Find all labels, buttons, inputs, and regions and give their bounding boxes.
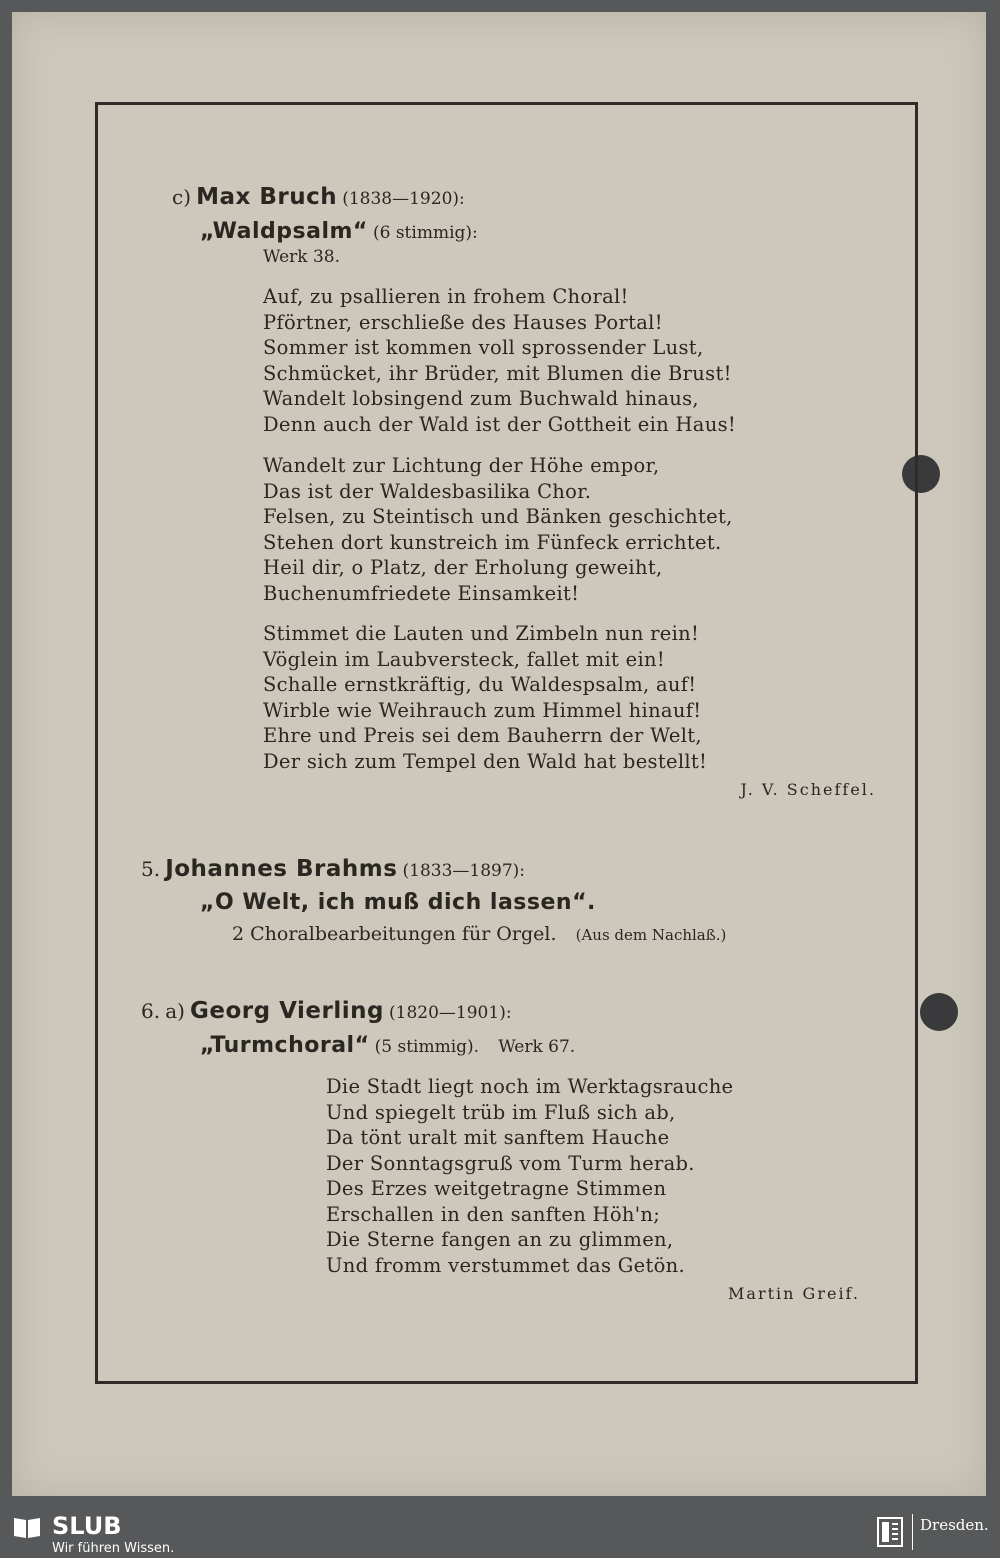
voice-count: (6 stimmig): xyxy=(372,223,478,243)
verse-line: Schalle ernstkräftig, du Waldespsalm, auf! xyxy=(263,673,697,696)
library-footer xyxy=(0,1508,1000,1558)
work-title: „O Welt, ich muß dich lassen“. xyxy=(200,890,596,915)
brahms-description-line xyxy=(232,923,726,945)
verse-line: Die Sterne fangen an zu glimmen, xyxy=(326,1228,674,1251)
vierling-title-line xyxy=(200,1033,575,1058)
work-title: „Turmchoral“ xyxy=(200,1033,370,1058)
verse-line: Heil dir, o Platz, der Erholung geweiht, xyxy=(263,556,663,579)
verse-line: Sommer ist kommen voll sprossender Lust, xyxy=(263,336,704,359)
verse-line: Pförtner, erschließe des Hauses Portal! xyxy=(263,310,663,334)
verse-line: Wirble wie Weihrauch zum Himmel hinauf! xyxy=(263,698,702,722)
verse-line: Vöglein im Laubversteck, fallet mit ein! xyxy=(263,647,666,671)
composer-name: Max Bruch xyxy=(196,184,338,210)
verse-line: Und spiegelt trüb im Fluß sich ab, xyxy=(326,1100,676,1124)
item-number: 6. xyxy=(141,999,161,1023)
verse-line: Des Erzes weitgetragne Stimmen xyxy=(326,1177,667,1200)
verse-line: Schmücket, ihr Brüder, mit Blumen die Brust! xyxy=(263,361,732,385)
verse-line: Erschallen in den sanften Höh'n; xyxy=(326,1202,661,1226)
vierling-heading xyxy=(141,998,512,1024)
verse-line: Auf, zu psallieren in frohem Choral! xyxy=(263,285,629,308)
verse-stanza xyxy=(263,453,733,606)
verse-line: Und fromm verstummet das Getön. xyxy=(326,1253,686,1277)
verse-line: Wandelt zur Lichtung der Höhe empor, xyxy=(263,454,660,477)
poet-credit: J. V. Scheffel. xyxy=(740,780,876,799)
composer-name: Johannes Brahms xyxy=(165,856,398,882)
item-marker: a) xyxy=(165,999,185,1023)
city-name[interactable]: Dresden. xyxy=(920,1516,989,1534)
work-number: Werk 67. xyxy=(498,1037,576,1057)
composer-name: Georg Vierling xyxy=(190,998,384,1024)
verse-line: Denn auch der Wald ist der Gottheit ein Haus! xyxy=(263,412,737,436)
verse-line: Wandelt lobsingend zum Buchwald hinaus, xyxy=(263,387,699,410)
verse-stanza xyxy=(263,284,736,437)
book-icon xyxy=(12,1514,42,1540)
composer-years: (1838—1920): xyxy=(342,189,465,209)
verse-line: Stimmet die Lauten und Zimbeln nun rein! xyxy=(263,622,700,645)
library-slogan: Wir führen Wissen. xyxy=(52,1541,175,1556)
verse-line: Das ist der Waldesbasilika Chor. xyxy=(263,479,592,503)
verse-line: Da tönt uralt mit sanftem Hauche xyxy=(326,1126,670,1149)
verse-line: Buchenumfriedete Einsamkeit! xyxy=(263,581,580,605)
brahms-heading xyxy=(141,856,525,882)
verse-stanza xyxy=(263,621,707,774)
work-description: 2 Choralbearbeitungen für Orgel. xyxy=(232,923,557,945)
verse-line: Felsen, zu Steintisch und Bänken geschichtet, xyxy=(263,505,733,528)
bruch-heading xyxy=(172,184,465,210)
verse-line: Der sich zum Tempel den Wald hat bestellt! xyxy=(263,749,708,773)
city-crest-icon xyxy=(876,1516,904,1548)
verse-line: Stehen dort kunstreich im Fünfeck errichtet. xyxy=(263,530,722,554)
punch-hole xyxy=(920,993,958,1031)
poet-credit: Martin Greif. xyxy=(728,1284,860,1303)
composer-years: (1833—1897): xyxy=(402,861,526,881)
library-name[interactable]: SLUB xyxy=(52,1512,122,1540)
work-number: Werk 38. xyxy=(263,247,341,267)
verse-line: Der Sonntagsgruß vom Turm herab. xyxy=(326,1151,695,1175)
footer-divider xyxy=(912,1514,913,1550)
composer-years: (1820—1901): xyxy=(389,1003,512,1023)
item-marker: c) xyxy=(172,185,192,209)
verse-stanza xyxy=(326,1074,733,1278)
voice-count: (5 stimmig). xyxy=(374,1037,480,1057)
verse-line: Ehre und Preis sei dem Bauherrn der Welt, xyxy=(263,724,702,747)
work-title: „Waldpsalm“ xyxy=(200,219,368,244)
work-note: (Aus dem Nachlaß.) xyxy=(575,926,727,944)
bruch-title-line xyxy=(200,219,478,244)
item-number: 5. xyxy=(141,857,161,881)
verse-line: Die Stadt liegt noch im Werktagsrauche xyxy=(326,1075,734,1098)
